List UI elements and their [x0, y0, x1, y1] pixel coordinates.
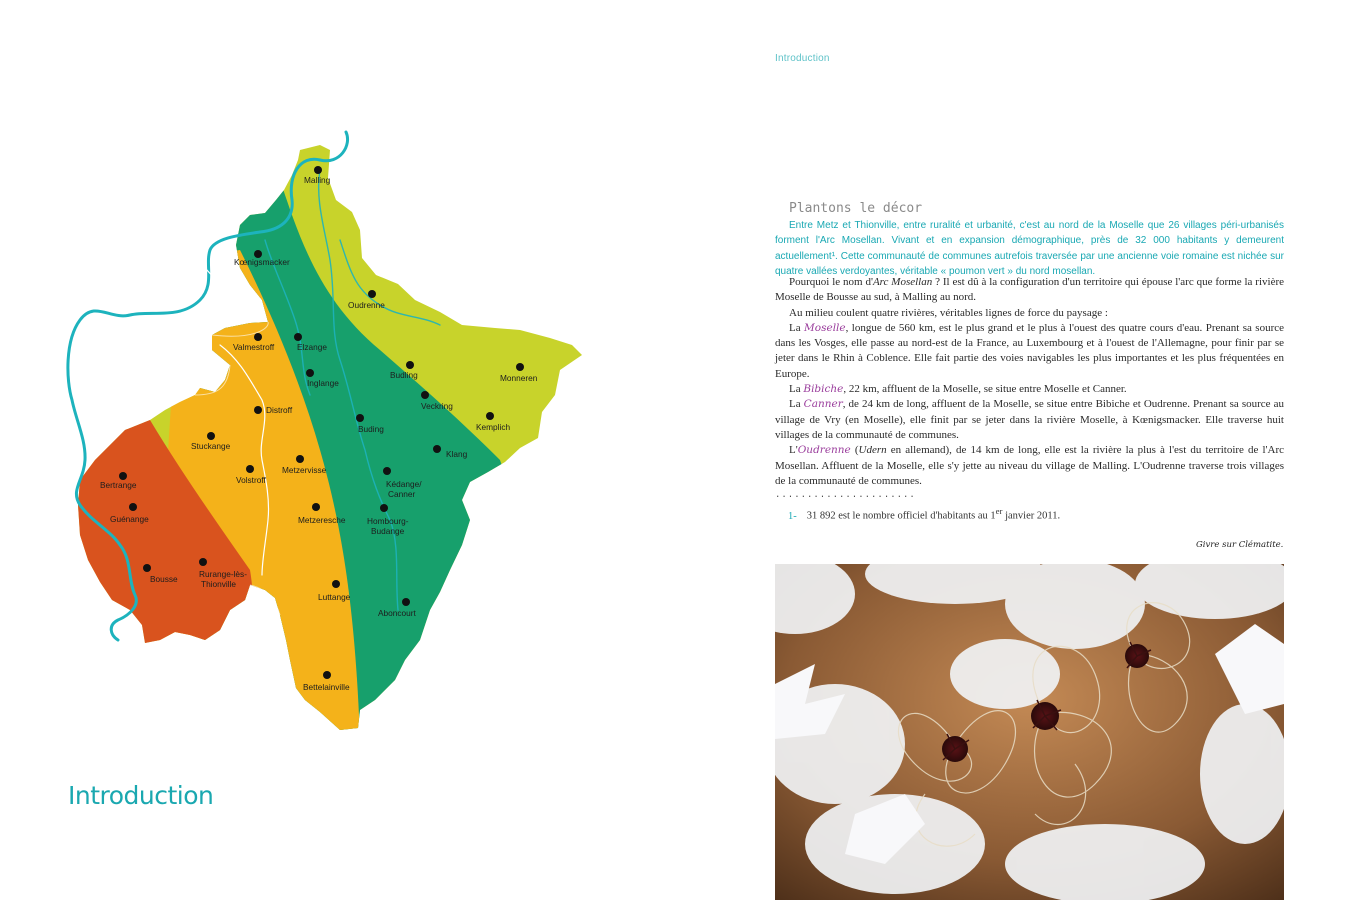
footnote-separator: ...................... — [775, 490, 916, 500]
body-text — [775, 275, 1284, 489]
town-label: Stuckange — [191, 441, 231, 451]
town-dot — [380, 504, 388, 512]
town-dot — [296, 455, 304, 463]
town-label: Kédange/ — [386, 479, 422, 489]
paragraph: Au milieu coulent quatre rivières, véritables lignes de force du paysage : — [789, 306, 1108, 319]
town-label: Hombourg- — [367, 516, 409, 526]
town-dot — [368, 290, 376, 298]
town-dot — [356, 414, 364, 422]
emphasis: Udern — [858, 444, 887, 457]
town-dot — [433, 445, 441, 453]
section-title: Plantons le décor — [789, 201, 923, 216]
footnote-number: 1- — [788, 510, 797, 522]
photo-caption: Givre sur Clématite. — [1196, 540, 1284, 550]
town-label: Aboncourt — [378, 608, 416, 618]
town-label: Canner — [388, 489, 416, 499]
town-label: Kœnigsmacker — [234, 257, 290, 267]
town-dot — [254, 333, 262, 341]
town-label: Veckring — [421, 401, 453, 411]
town-dot — [119, 472, 127, 480]
town-label: Guénange — [110, 514, 149, 524]
town-dot — [516, 363, 524, 371]
town-label: Oudrenne — [348, 300, 385, 310]
river-name: Moselle — [804, 321, 846, 334]
town-dot — [312, 503, 320, 511]
town-label: Elzange — [297, 342, 327, 352]
town-label: Klang — [446, 449, 468, 459]
running-head: Introduction — [775, 53, 830, 64]
town-dot — [406, 361, 414, 369]
town-dot — [402, 598, 410, 606]
town-label: Monneren — [500, 373, 538, 383]
town-label: Metzeresche — [298, 515, 346, 525]
river-name: Canner — [803, 398, 843, 411]
lead-paragraph: Entre Metz et Thionville, entre ruralité et urbanité, c'est au nord de la Moselle que 26 villages péri-urbanisés forment l'Arc Mosellan. Vivant et en expansion démographique, près de 32 000 habitants y demeurent actuellement¹. Cette communauté de communes autrefois traversée par une ancienne voie romaine est nichée sur quatre vallées verdoyantes, véritable « poumon vert » du nord mosellan. — [775, 220, 1284, 277]
map-zones — [55, 125, 595, 735]
paragraph: La Bibiche, 22 km, affluent de la Moselle, se situe entre Moselle et Canner. — [789, 383, 1127, 396]
town-dot — [294, 333, 302, 341]
paragraph: La Moselle, longue de 560 km, est le plus grand et le plus à l'ouest des quatre cours d'eau. Prenant sa source dans les Vosges, elle passe au nord-est de la France, au Luxembourg et à l'ouest de l'Allemagne, pour finir par se jeter dans le Rhin à Coblence. Elle fait partie des voies navigables les plus importantes et les plus fréquentées en Europe. — [775, 321, 1284, 380]
river-name: Bibiche — [803, 383, 844, 396]
clematis-photo — [775, 564, 1284, 900]
town-label: Volstroff — [236, 475, 266, 485]
town-label: Thionville — [201, 579, 237, 589]
town-label: Bettelainville — [303, 682, 350, 692]
town-dot — [314, 166, 322, 174]
town-label: Bousse — [150, 574, 178, 584]
town-dot — [246, 465, 254, 473]
town-dot — [332, 580, 340, 588]
paragraph: Pourquoi le nom d'Arc Mosellan ? Il est dû à la configuration d'un territoire qui épouse l'arc que forme la rivière Moselle de Bousse au sud, à Malling au nord. — [775, 276, 1284, 304]
arc-mosellan-map — [55, 125, 595, 735]
town-label: Budling — [390, 370, 418, 380]
town-label: Bertrange — [100, 480, 137, 490]
town-label: Rurange-lès- — [199, 569, 247, 579]
footnote: 1- 31 892 est le nombre officiel d'habitants au 1er janvier 2011. — [788, 506, 1061, 522]
town-label: Metzervisse — [282, 465, 327, 475]
town-dot — [486, 412, 494, 420]
town-dot — [254, 406, 262, 414]
town-label: Distroff — [266, 405, 293, 415]
paragraph: La Canner, de 24 km de long, affluent de la Moselle, se situe entre Bibiche et Oudrenne. Prenant sa source au village de Vry (en Moselle), elle finit par se jeter dans la rivière Moselle, à Kœnigsmacker. Elle traverse huit villages de la communauté de communes. — [775, 398, 1284, 441]
town-label: Buding — [358, 424, 384, 434]
town-dot — [383, 467, 391, 475]
town-dot — [207, 432, 215, 440]
town-dot — [323, 671, 331, 679]
town-label: Valmestroff — [233, 342, 275, 352]
town-label: Inglange — [307, 378, 339, 388]
river-name: Oudrenne — [797, 444, 851, 457]
paragraph: L'Oudrenne (Udern en allemand), de 14 km de long, elle est la rivière la plus à l'est du territoire de l'Arc Mosellan. Affluent de la Moselle, elle s'y jette au niveau du village de Malling. L'Oudrenne traverse trois villages de la communauté de communes. — [775, 444, 1284, 487]
town-dot — [199, 558, 207, 566]
town-label: Luttange — [318, 592, 351, 602]
emphasis: Arc Mosellan — [872, 276, 933, 288]
town-label: Malling — [304, 175, 331, 185]
town-label: Kemplich — [476, 422, 511, 432]
town-dot — [143, 564, 151, 572]
town-dot — [306, 369, 314, 377]
page-title: Introduction — [68, 781, 214, 810]
town-dot — [129, 503, 137, 511]
town-dot — [421, 391, 429, 399]
town-label: Budange — [371, 526, 405, 536]
